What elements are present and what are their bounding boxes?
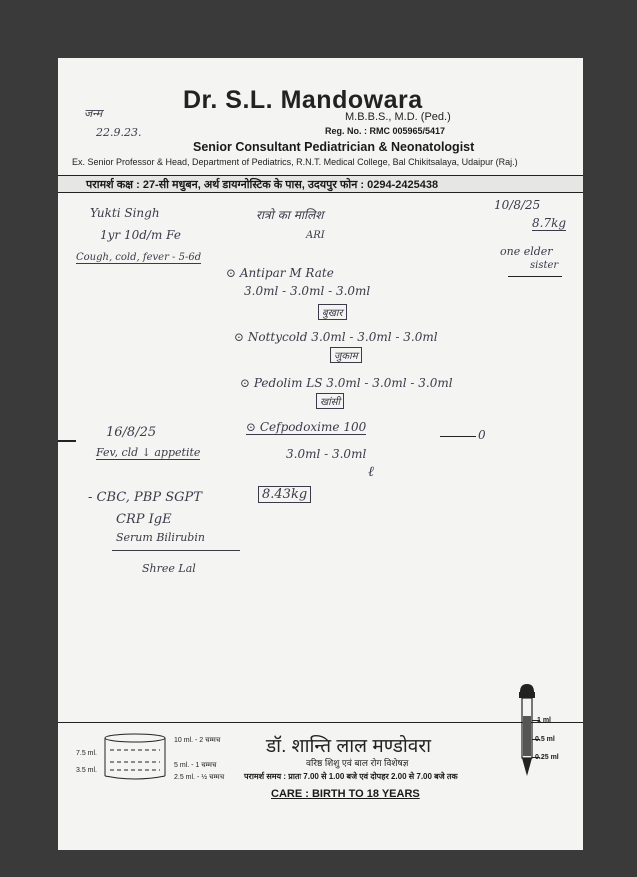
consultation-timing: परामर्श समय : प्रातः 7.00 से 1.00 बजे एवं दोपहर 2.00 से 7.00 बजे तक bbox=[244, 772, 458, 781]
dropper-label-0-25ml: 0.25 ml bbox=[535, 754, 559, 761]
dob-label: जन्म bbox=[84, 107, 103, 120]
rx-3-label: खांसी bbox=[316, 393, 344, 409]
followup-dose: 3.0ml - 3.0ml bbox=[286, 447, 367, 461]
patient-weight: 8.7kg bbox=[532, 216, 567, 230]
hindi-doctor-title: वरिष्ठ शिशु एवं बाल रोग विशेषज्ञ bbox=[306, 758, 409, 768]
margin-tick bbox=[58, 440, 76, 442]
family-note-2: sister bbox=[530, 260, 559, 271]
followup-complaint: Fev, cld ↓ appetite bbox=[96, 446, 201, 459]
rx-2-drug: ⊙ Nottycold 3.0ml - 3.0ml - 3.0ml bbox=[234, 330, 438, 344]
followup-tick-mark: ℓ bbox=[368, 464, 374, 480]
cup-label-3-5ml: 3.5 ml. bbox=[76, 767, 98, 774]
followup-weight: 8.43kg bbox=[258, 486, 311, 503]
doctor-title: Senior Consultant Pediatrician & Neonatologist bbox=[193, 140, 475, 154]
rx-1-dose: 3.0ml - 3.0ml - 3.0ml bbox=[244, 284, 371, 298]
dropper-icon bbox=[514, 682, 540, 782]
ex-post: Ex. Senior Professor & Head, Department of Pediatrics, R.N.T. Medical College, Bal Chikitsalaya, Udaipur (Raj.) bbox=[72, 157, 518, 167]
visit-date: 10/8/25 bbox=[494, 198, 541, 212]
hindi-note: रात्रो का मालिश bbox=[256, 208, 324, 222]
followup-mark: 0 bbox=[478, 428, 486, 442]
dob-date: 22.9.23. bbox=[96, 126, 142, 139]
doctor-signature: Shree Lal bbox=[142, 562, 196, 575]
reg-number: Reg. No. : RMC 005965/5417 bbox=[325, 126, 446, 136]
followup-date: 16/8/25 bbox=[106, 425, 157, 440]
rx-2-label: जुकाम bbox=[330, 347, 362, 363]
tests-line-3: Serum Bilirubin bbox=[116, 531, 205, 544]
measuring-cup-icon bbox=[100, 732, 170, 784]
tests-line-1: - CBC, PBP SGPT bbox=[88, 490, 202, 505]
hindi-doctor-name: डॉ. शान्ति लाल मण्डोवरा bbox=[266, 736, 432, 757]
tests-line-2: CRP IgE bbox=[116, 512, 172, 527]
rx-3-drug: ⊙ Pedolim LS 3.0ml - 3.0ml - 3.0ml bbox=[240, 376, 453, 390]
dropper-label-1ml: 1 ml bbox=[537, 717, 552, 724]
doctor-name: Dr. S.L. Mandowara bbox=[183, 86, 423, 114]
patient-name: Yukti Singh bbox=[90, 206, 160, 220]
side-underline bbox=[508, 276, 562, 277]
diagnosis-ari: ARI bbox=[306, 230, 325, 241]
cup-label-7-5ml: 7.5 ml. bbox=[76, 750, 98, 757]
patient-age: 1yr 10d/m Fe bbox=[100, 228, 181, 242]
cup-label-10ml: 10 ml. - 2 चम्मच bbox=[174, 737, 221, 744]
footer-rule bbox=[58, 722, 583, 723]
doctor-degrees: M.B.B.S., M.D. (Ped.) bbox=[345, 111, 451, 123]
tests-underline bbox=[112, 550, 240, 551]
cup-label-2-5ml: 2.5 ml. - ½ चम्मच bbox=[174, 774, 225, 781]
care-tagline: CARE : BIRTH TO 18 YEARS bbox=[271, 788, 420, 800]
dropper-label-0-5ml: 0.5 ml bbox=[535, 736, 555, 743]
family-note-1: one elder bbox=[500, 245, 553, 258]
followup-drug: ⊙ Cefpodoxime 100 bbox=[246, 420, 367, 434]
cup-label-5ml: 5 ml. - 1 चम्मच bbox=[174, 762, 217, 769]
patient-complaint: Cough, cold, fever - 5-6d bbox=[76, 252, 202, 263]
followup-dash bbox=[440, 436, 476, 437]
address-line: परामर्श कक्ष : 27-सी मधुबन, अर्थ डायग्नोस्टिक के पास, उदयपुर फोन : 0294-2425438 bbox=[86, 179, 439, 191]
rx-1-label: बुखार bbox=[318, 304, 347, 320]
rx-1-drug: ⊙ Antipar M Rate bbox=[226, 266, 334, 280]
